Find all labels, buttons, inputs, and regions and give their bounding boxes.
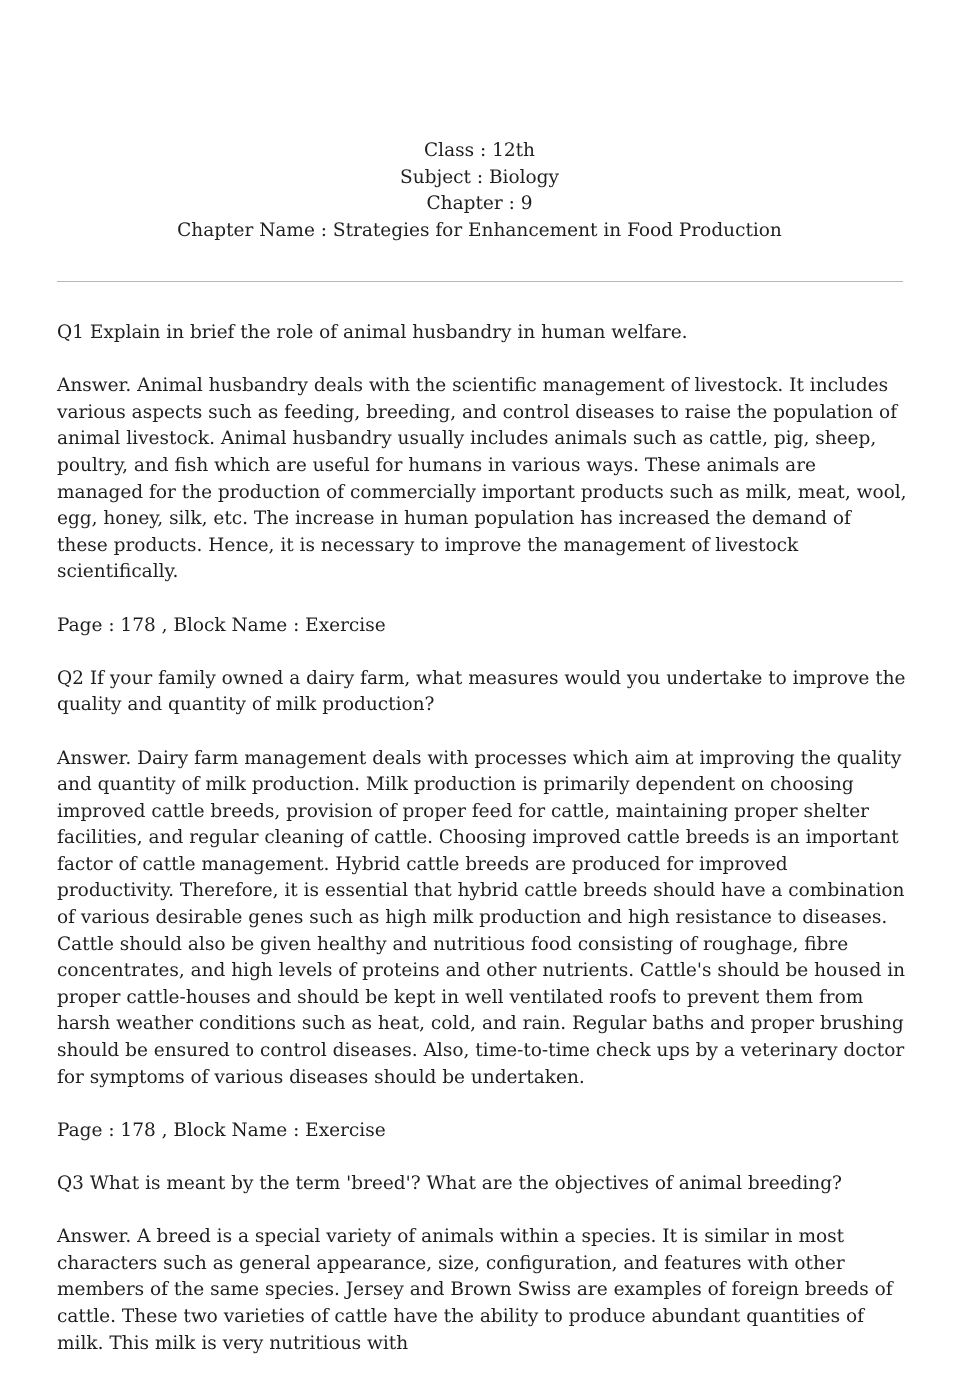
- chapter-name-line: Chapter Name : Strategies for Enhancement in Food Production: [177, 219, 782, 241]
- header-divider: [57, 281, 903, 282]
- class-line: Class : 12th: [424, 140, 535, 161]
- q2-page-ref: Page : 178 , Block Name : Exercise: [57, 1119, 386, 1141]
- document-body: [57, 320, 907, 1384]
- q3-question: Q3 What is meant by the term 'breed'? What are the objectives of animal breeding?: [57, 1173, 842, 1194]
- chapter-line: Chapter : 9: [426, 193, 533, 215]
- q3-answer: Answer. A breed is a special variety of animals within a species. It is similar in most characters such as general appearance, size, configuration, and features with other members of the same species. Jersey and Brown Swiss are examples of foreign breeds of cattle. These two varieties of cattle have the ability to produce abundant quantities of milk. This milk is very nutritious with: [57, 1226, 893, 1354]
- q2-question: Q2 If your family owned a dairy farm, what measures would you undertake to improve the quality and quantity of milk production?: [57, 667, 906, 716]
- q1-page-ref: Page : 178 , Block Name : Exercise: [57, 614, 386, 636]
- q1-question: Q1 Explain in brief the role of animal husbandry in human welfare.: [57, 322, 688, 343]
- q2-answer: Answer. Dairy farm management deals with processes which aim at improving the quality and quantity of milk production. Milk production is primarily dependent on choosing improved cattle breeds, provision of proper feed for cattle, maintaining proper shelter facilities, and regular cleaning of cattle. Choosing improved cattle breeds is an important factor of cattle management. Hybrid cattle breeds are produced for improved productivity. Therefore, it is essential that hybrid cattle breeds should have a combination of various desirable genes such as high milk production and high resistance to diseases. Cattle should also be given healthy and nutritious food consisting of roughage, fibre concentrates, and high levels of proteins and other nutrients. Cattle's should be housed in proper cattle-houses and should be kept in well ventilated roofs to prevent them from harsh weather conditions such as heat, cold, and rain. Regular baths and proper brushing should be ensured to control diseases. Also, time-to-time check ups by a veterinary doctor for symptoms of various diseases should be undertaken.: [57, 747, 906, 1088]
- document-header: [0, 138, 959, 244]
- q1-answer: Answer. Animal husbandry deals with the scientific management of livestock. It includes various aspects such as feeding, breeding, and control diseases to raise the population of animal livestock. Animal husbandry usually includes animals such as cattle, pig, sheep, poultry, and fish which are useful for humans in various ways. These animals are managed for the production of commercially important products such as milk, meat, wool, egg, honey, silk, etc. The increase in human population has increased the demand of these products. Hence, it is necessary to improve the management of livestock scientifically.: [57, 375, 907, 583]
- subject-line: Subject : Biology: [400, 166, 559, 188]
